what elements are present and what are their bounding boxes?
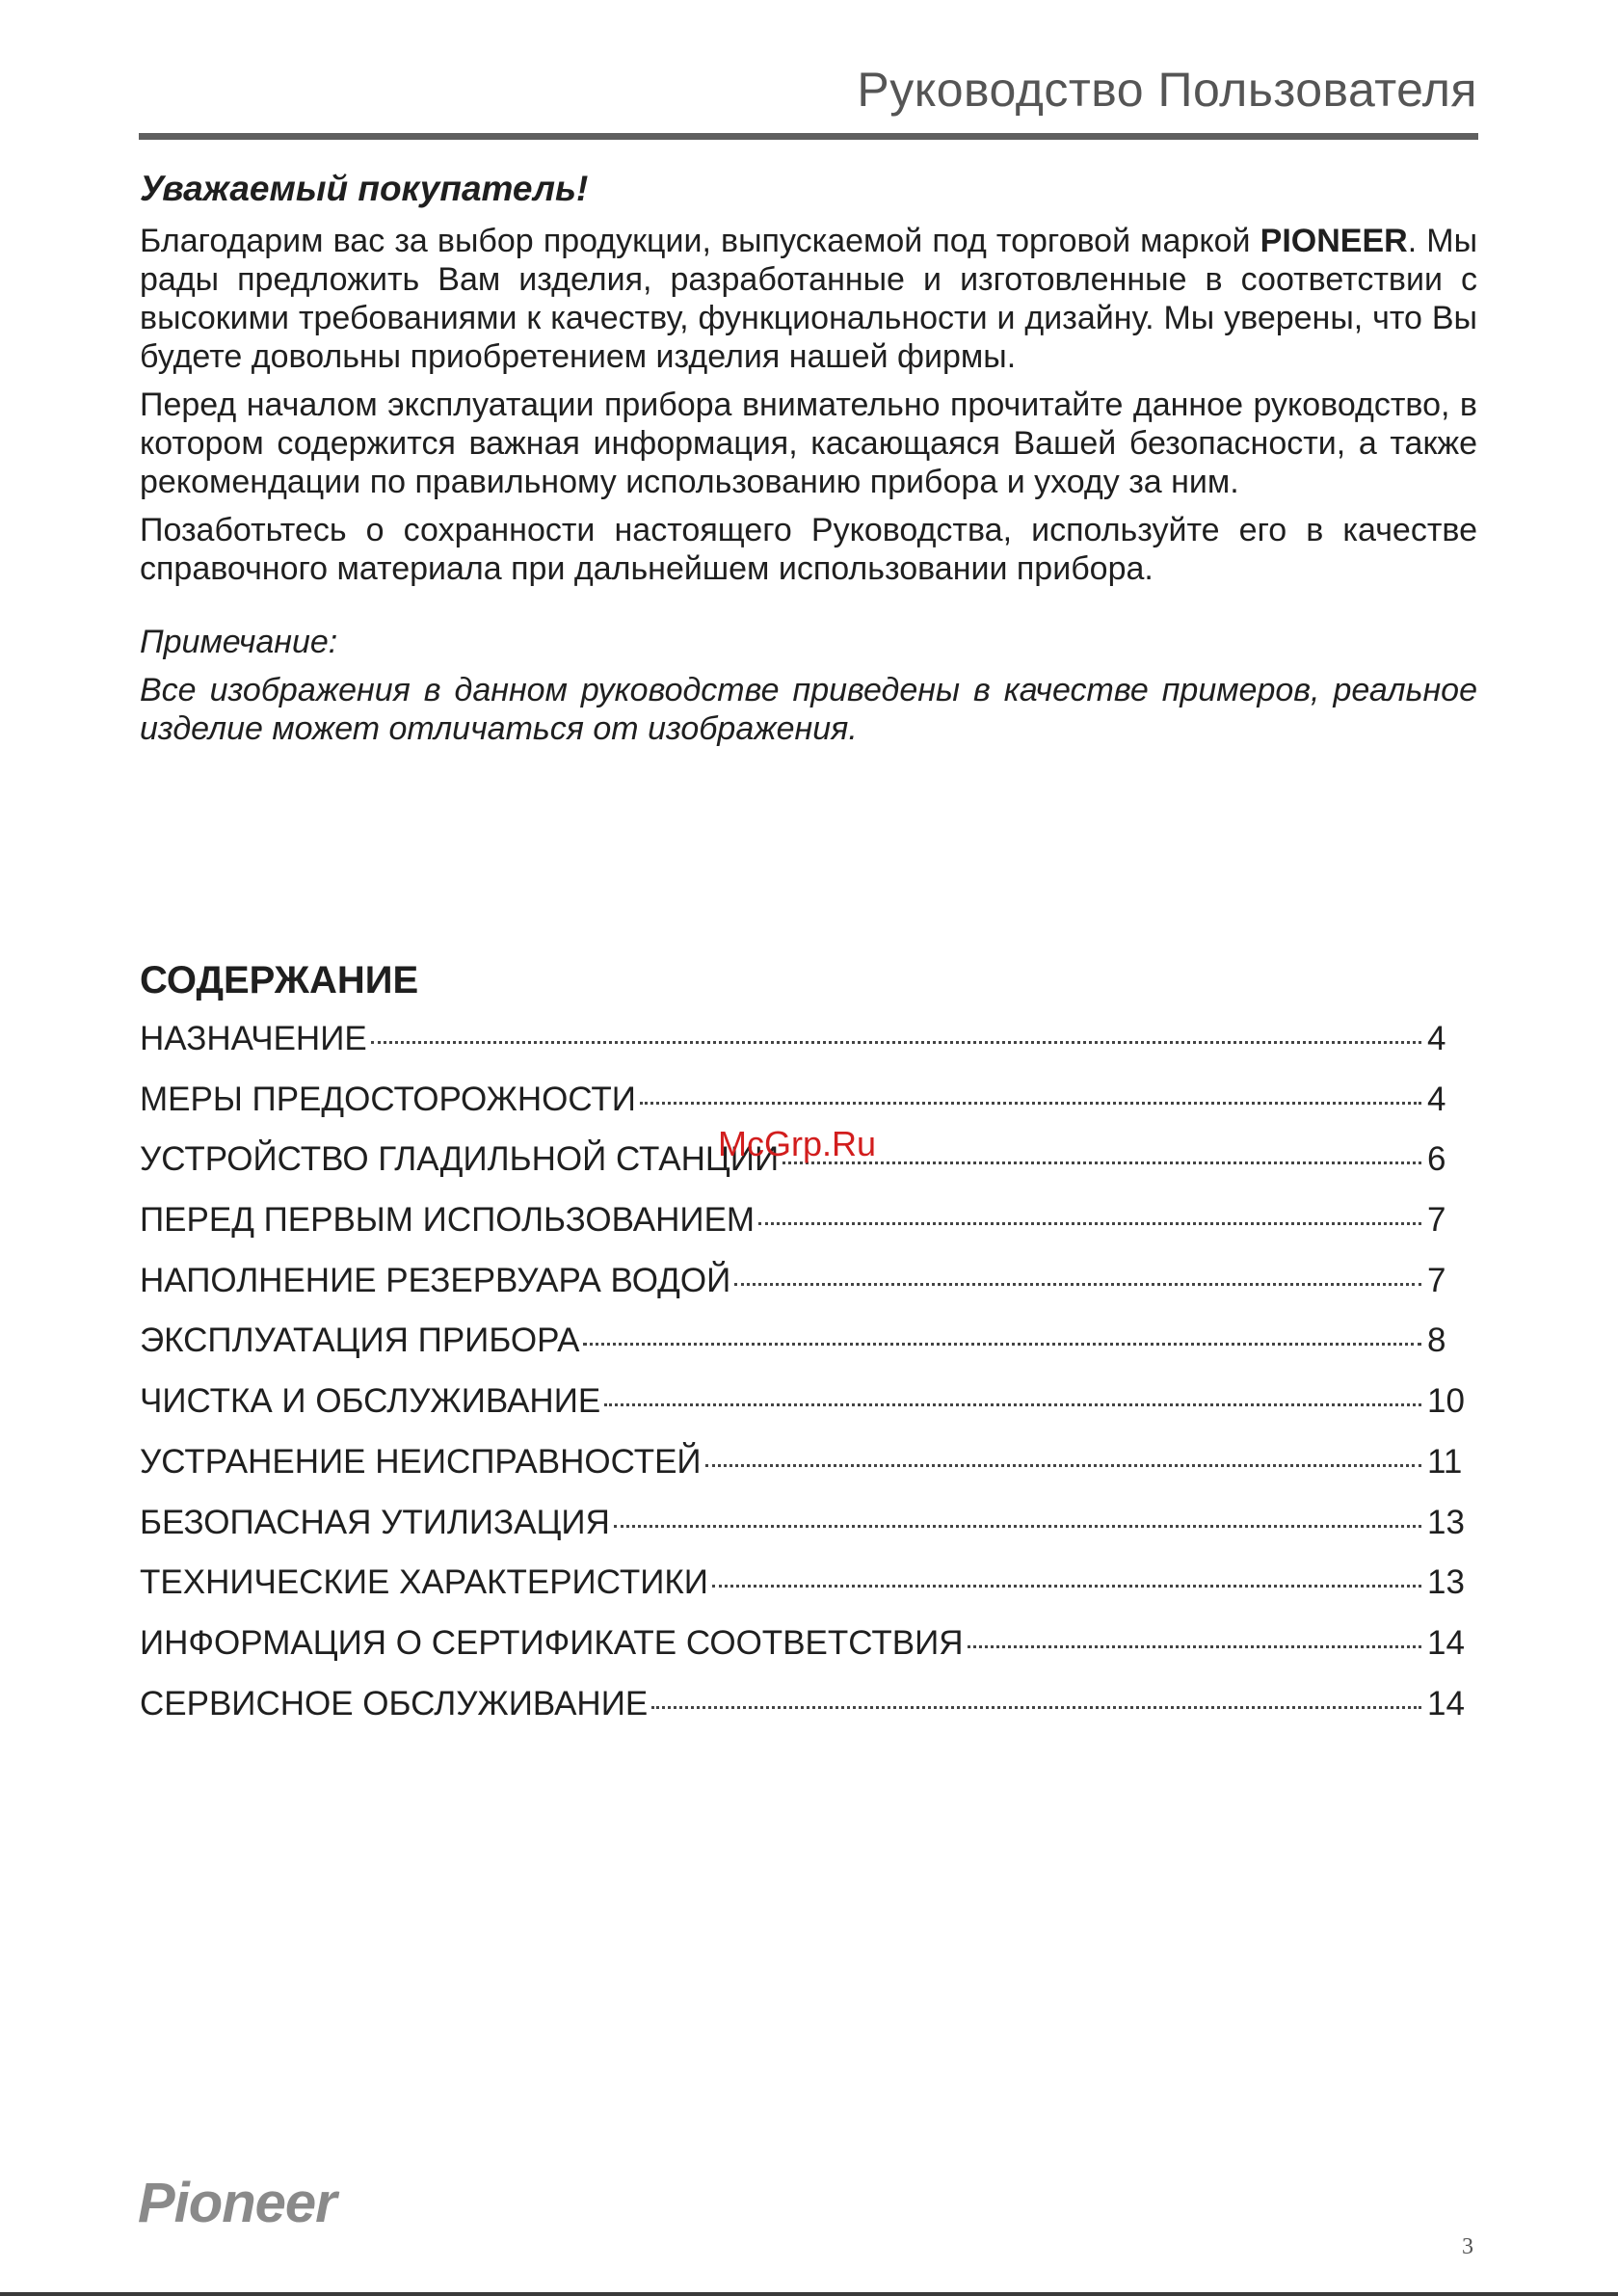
toc-leader-dots (640, 1102, 1421, 1105)
bottom-edge-line (0, 2292, 1618, 2296)
toc-item-page: 11 (1427, 1442, 1463, 1481)
toc-item-label: БЕЗОПАСНАЯ УТИЛИЗАЦИЯ (140, 1503, 610, 1541)
toc-item-page: 14 (1427, 1623, 1465, 1662)
toc-leader-dots (371, 1041, 1421, 1044)
toc-leader-dots (583, 1343, 1421, 1346)
toc-item-label: ТЕХНИЧЕСКИЕ ХАРАКТЕРИСТИКИ (140, 1563, 708, 1602)
pioneer-logo: Pioneer (138, 2172, 336, 2234)
toc-item[interactable] (140, 1320, 1470, 1380)
intro-section (140, 166, 1477, 748)
toc-item-page: 4 (1427, 1020, 1446, 1057)
page-number: 3 (1462, 2234, 1473, 2259)
toc-title: СОДЕРЖАНИЕ (140, 959, 419, 1001)
greeting-heading: Уважаемый покупатель! (140, 169, 589, 208)
toc-item[interactable] (140, 1502, 1470, 1562)
toc-item-label: ИНФОРМАЦИЯ О СЕРТИФИКАТЕ СООТВЕТСТВИЯ (140, 1623, 964, 1662)
toc-item-page: 7 (1427, 1261, 1446, 1299)
toc-item-page: 10 (1427, 1382, 1465, 1421)
toc-item[interactable] (140, 1622, 1470, 1683)
toc-item-page: 8 (1427, 1322, 1446, 1360)
toc-item[interactable] (140, 1260, 1470, 1321)
toc-item[interactable] (140, 1380, 1470, 1441)
toc-item[interactable] (140, 1199, 1470, 1260)
watermark: McGrp.Ru (718, 1124, 877, 1163)
toc-leader-dots (968, 1645, 1421, 1648)
note-label: Примечание: (140, 624, 338, 660)
brand-name: PIONEER (1260, 223, 1408, 259)
intro-paragraph-1-start: Благодарим вас за выбор продукции, выпускаемой под торговой маркой (140, 223, 1260, 259)
toc-leader-dots (712, 1585, 1421, 1588)
toc-item-label: ЧИСТКА И ОБСЛУЖИВАНИЕ (140, 1382, 601, 1421)
toc-leader-dots (734, 1283, 1421, 1286)
header-title: Руководство Пользователя (857, 63, 1477, 117)
toc-item-label: СЕРВИСНОЕ ОБСЛУЖИВАНИЕ (140, 1684, 649, 1722)
toc-item-label: УСТРАНЕНИЕ НЕИСПРАВНОСТЕЙ (140, 1442, 702, 1481)
toc-item-page: 7 (1427, 1201, 1446, 1240)
toc-leader-dots (604, 1403, 1421, 1406)
toc-item-label: ЭКСПЛУАТАЦИЯ ПРИБОРА (140, 1322, 580, 1360)
toc-leader-dots (651, 1706, 1421, 1709)
toc-item[interactable] (140, 1441, 1470, 1502)
toc-item[interactable] (140, 1018, 1470, 1079)
intro-paragraph-1-end: . Мы рады предложить Вам изделия, разработанные и изготовленные в соответствии с высокими требованиями к качеству, функциональности и дизайну. Мы уверены, что Вы будете довольны приобретением изделия нашей фирмы. (140, 223, 1478, 375)
toc-item-page: 14 (1427, 1684, 1465, 1722)
intro-paragraph-1 (140, 222, 1477, 376)
toc-item-page: 13 (1427, 1503, 1465, 1541)
intro-paragraph-2: Перед началом эксплуатации прибора внимательно прочитайте данное руководство, в котором содержится важная информация, касающаяся Вашей безопасности, а также рекомендации по правильному использованию прибора и уходу за ним. (140, 387, 1477, 500)
toc-leader-dots (782, 1161, 1421, 1164)
toc-item[interactable] (140, 1683, 1470, 1744)
toc-leader-dots (705, 1464, 1421, 1467)
toc-item-label: НАЗНАЧЕНИЕ (140, 1020, 367, 1057)
note-text: Все изображения в данном руководстве приведены в качестве примеров, реальное изделие может отличаться от изображения. (140, 672, 1477, 747)
intro-paragraph-3: Позаботьтесь о сохранности настоящего Руководства, используйте его в качестве справочного материала при дальнейшем использовании прибора. (140, 512, 1477, 587)
toc-item-label: МЕРЫ ПРЕДОСТОРОЖНОСТИ (140, 1080, 636, 1118)
toc-item-label: НАПОЛНЕНИЕ РЕЗЕРВУАРА ВОДОЙ (140, 1261, 731, 1299)
toc-item-page: 6 (1427, 1140, 1446, 1179)
toc-item-label: ПЕРЕД ПЕРВЫМ ИСПОЛЬЗОВАНИЕМ (140, 1201, 756, 1240)
header-rule (139, 133, 1478, 140)
toc-item-page: 13 (1427, 1563, 1465, 1602)
toc-leader-dots (758, 1222, 1421, 1225)
toc-leader-dots (614, 1525, 1421, 1528)
toc-item-label: УСТРОЙСТВО ГЛАДИЛЬНОЙ СТАНЦИИ (140, 1140, 780, 1179)
toc-item[interactable] (140, 1562, 1470, 1622)
toc-item-page: 4 (1427, 1080, 1446, 1118)
